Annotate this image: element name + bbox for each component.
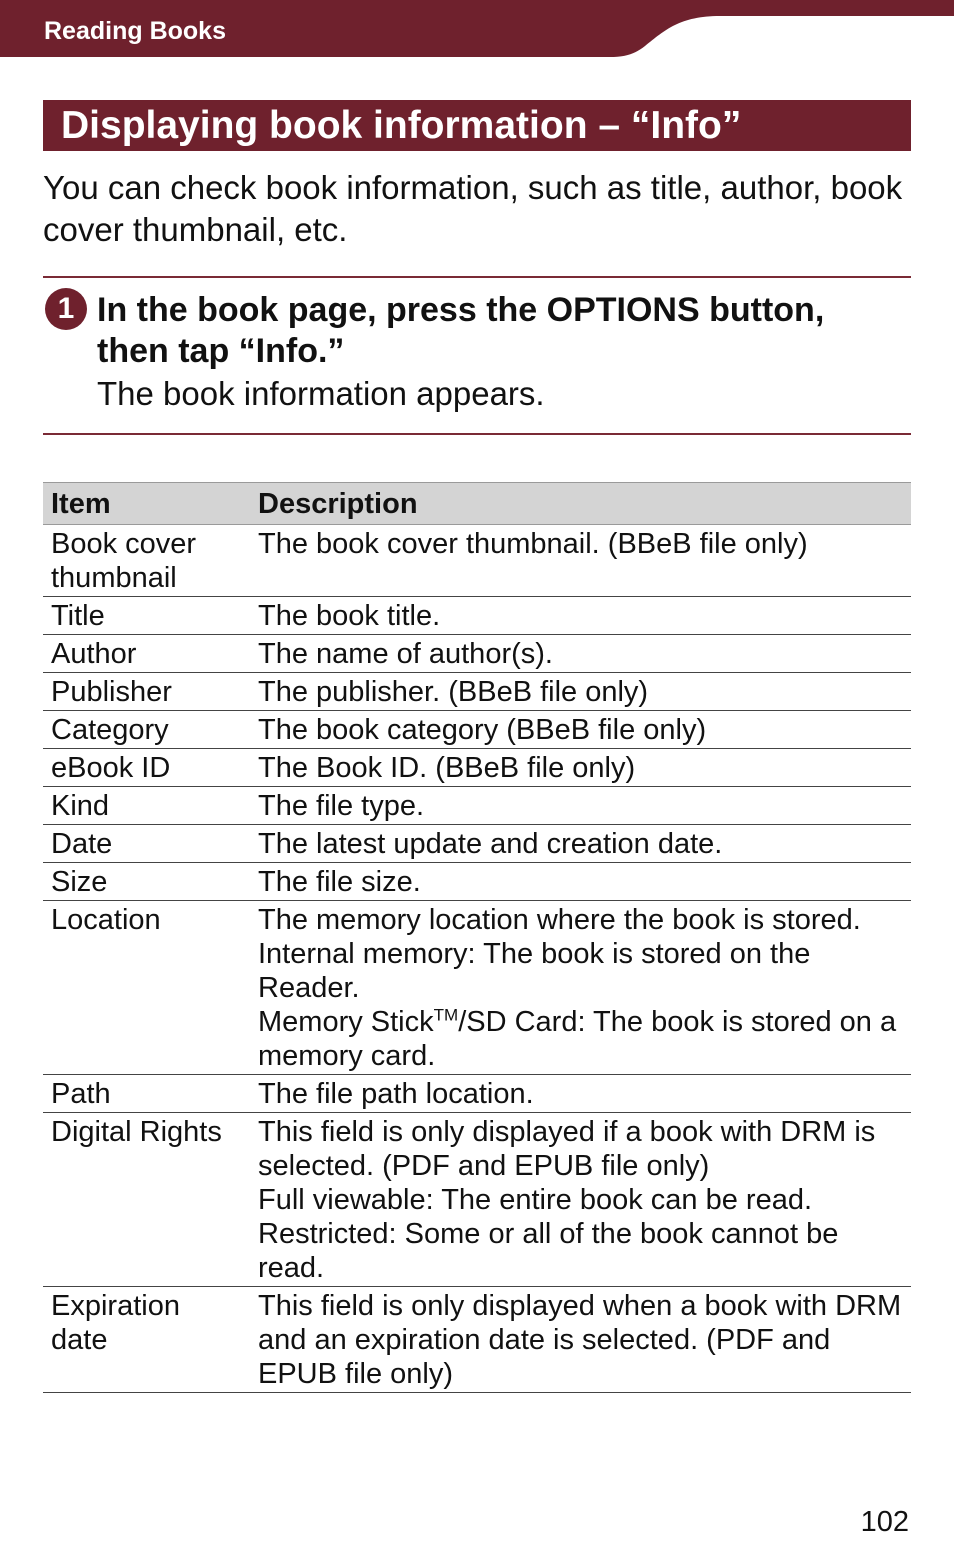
table-cell-item: Author (43, 635, 250, 673)
table-row (43, 749, 911, 787)
table-cell-item: Kind (43, 787, 250, 825)
table-cell-item: Location (43, 901, 250, 1075)
table-cell-description (250, 825, 911, 863)
table-cell-item: Category (43, 711, 250, 749)
description-line: The file size. (258, 866, 421, 898)
description-line: This field is only displayed when a book with DRM and an expiration date is selected. (PDF and EPUB file only) (258, 1290, 902, 1390)
table-row (43, 787, 911, 825)
table-cell-description (250, 711, 911, 749)
description-line: The file type. (258, 790, 425, 822)
table-cell-description (250, 901, 911, 1075)
intro-text: You can check book information, such as title, author, book cover thumbnail, etc. (43, 169, 903, 248)
table-row (43, 825, 911, 863)
table-cell-description (250, 787, 911, 825)
table-header-description: Description (250, 483, 911, 525)
description-line: The book category (BBeB file only) (258, 714, 707, 746)
table-row (43, 1287, 911, 1393)
description-line: Full viewable: The entire book can be read. (258, 1184, 813, 1216)
header-band (0, 0, 954, 60)
table-header-item: Item (43, 483, 250, 525)
table-row (43, 711, 911, 749)
table-body (43, 525, 911, 1393)
table-cell-description (250, 863, 911, 901)
table-cell-description (250, 1075, 911, 1113)
table-cell-description (250, 525, 911, 597)
table-cell-item: Expiration date (43, 1287, 250, 1393)
description-line: The publisher. (BBeB file only) (258, 676, 649, 708)
table-cell-description (250, 635, 911, 673)
table-row (43, 1113, 911, 1287)
page-number: 102 (860, 1506, 909, 1538)
description-text: Memory Stick (258, 1006, 434, 1038)
description-line: The file path location. (258, 1078, 534, 1110)
table-cell-description (250, 673, 911, 711)
table-row (43, 673, 911, 711)
section-title: Displaying book information – “Info” (43, 100, 911, 151)
description-line: The book cover thumbnail. (BBeB file only) (258, 528, 808, 560)
description-line: The memory location where the book is stored. (258, 904, 861, 936)
table-header-row (43, 483, 911, 525)
step-result: The book information appears. (97, 375, 545, 412)
table-cell-item: Date (43, 825, 250, 863)
description-line: This field is only displayed if a book with DRM is selected. (PDF and EPUB file only) (258, 1116, 876, 1182)
table-cell-item: Title (43, 597, 250, 635)
table-row (43, 901, 911, 1075)
table-row (43, 635, 911, 673)
step-instruction: In the book page, press the OPTIONS button, then tap “Info.” (97, 291, 825, 370)
table-row (43, 525, 911, 597)
description-text: /SD Card: The book is stored on a memory card. (258, 1006, 897, 1072)
step-number-badge: 1 (45, 288, 87, 330)
description-line: The Book ID. (BBeB file only) (258, 752, 636, 784)
table-cell-item: Publisher (43, 673, 250, 711)
description-line: Internal memory: The book is stored on the Reader. (258, 938, 811, 1004)
table-cell-item: Digital Rights (43, 1113, 250, 1287)
table-cell-description (250, 1113, 911, 1287)
description-line (258, 1005, 903, 1073)
table-row (43, 597, 911, 635)
table-cell-item: Path (43, 1075, 250, 1113)
table-row (43, 1075, 911, 1113)
header-title: Reading Books (44, 17, 226, 45)
table-cell-description (250, 749, 911, 787)
table-cell-item: Size (43, 863, 250, 901)
description-line: The book title. (258, 600, 441, 632)
description-line: Restricted: Some or all of the book cannot be read. (258, 1218, 839, 1284)
trademark-superscript: TM (433, 1005, 459, 1025)
table-cell-item: Book cover thumbnail (43, 525, 250, 597)
table-cell-item: eBook ID (43, 749, 250, 787)
step-box (43, 276, 911, 435)
book-info-table (43, 482, 911, 1393)
table-cell-description (250, 1287, 911, 1393)
description-line: The latest update and creation date. (258, 828, 723, 860)
description-line: The name of author(s). (258, 638, 553, 670)
table-row (43, 863, 911, 901)
table-cell-description (250, 597, 911, 635)
